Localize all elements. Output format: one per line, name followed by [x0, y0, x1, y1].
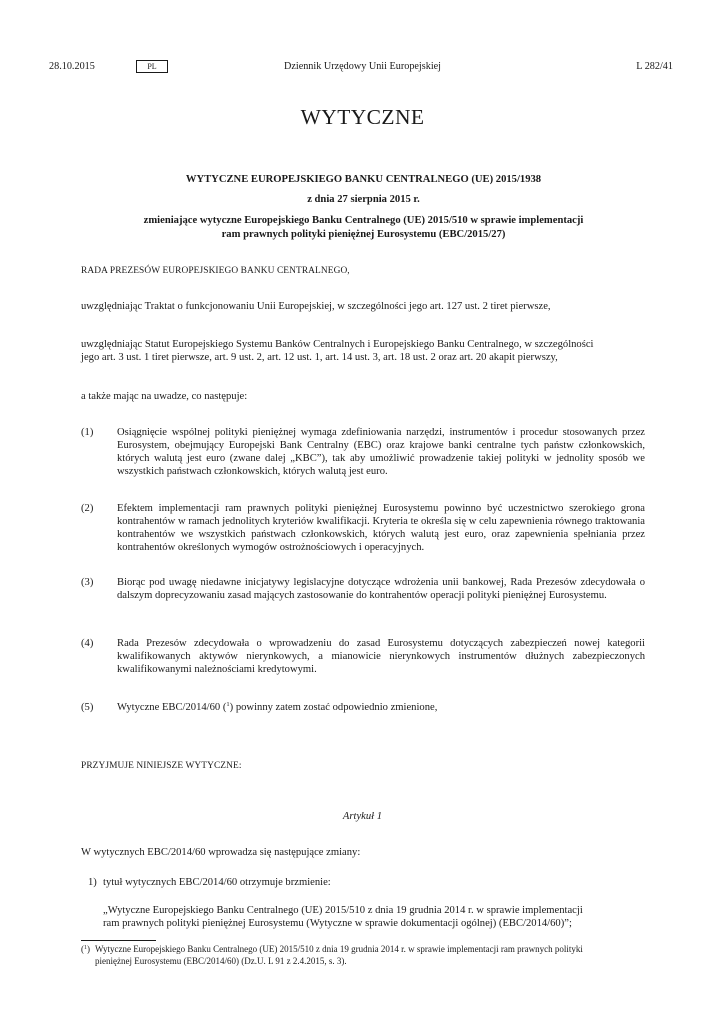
- recital-1-number: (1): [81, 427, 94, 438]
- recital-5-number: (5): [81, 702, 94, 713]
- enacting-formula: PRZYJMUJE NINIEJSZE WYTYCZNE:: [81, 761, 242, 771]
- footnote-text: [95, 944, 646, 967]
- document-subtitle-line2: ram prawnych polityki pieniężnej Eurosystemu (EBC/2015/27): [221, 229, 506, 240]
- point-1-text: tytuł wytycznych EBC/2014/60 otrzymuje brzmienie:: [103, 877, 331, 888]
- section-title: WYTYCZNE: [300, 105, 425, 129]
- citation-statute-line1: uwzględniając Statut Europejskiego Systemu Banków Centralnych i Europejskiego Banku Centralnego, w szczególności: [81, 339, 594, 350]
- article-intro: W wytycznych EBC/2014/60 wprowadza się następujące zmiany:: [81, 847, 361, 858]
- recital-2-number: (2): [81, 503, 94, 514]
- citation-statute-line2: jego art. 3 ust. 1 tiret pierwsze, art. 9 ust. 2, art. 12 ust. 1, art. 14 ust. 3, art. 18 ust. 2 oraz art. 20 akapit pierwszy,: [81, 352, 558, 363]
- recital-1-text: Osiągnięcie wspólnej polityki pieniężnej wymaga zdefiniowania narzędzi, instrumentów i procedur stosowanych przez Eurosystem, obejmujący Europejski Bank Centralny (EBC) oraz krajowe banki centralne tych państw członkowskich, których walutą jest euro (zwane dalej „KBC”), tak aby umożliwić prowadzenie takiej polityki w jednolity sposób we wszystkich państwach członkowskich, których walutą jest euro.: [117, 427, 645, 477]
- recital-5-text: Wytyczne EBC/2014/60 ($^1$) powinny zatem zostać odpowiednio zmienione,: [117, 701, 438, 713]
- whereas-intro: a także mając na uwadze, co następuje:: [81, 391, 248, 402]
- footnote-separator: [81, 940, 156, 941]
- quoted-title-line1: „Wytyczne Europejskiego Banku Centralnego (UE) 2015/510 z dnia 19 grudnia 2014 r. w sprawie implementacji: [103, 905, 583, 916]
- document-subtitle-line1: zmieniające wytyczne Europejskiego Banku Centralnego (UE) 2015/510 w sprawie implementacji: [143, 215, 584, 226]
- point-1-label: 1): [88, 877, 97, 888]
- issuing-authority: RADA PREZESÓW EUROPEJSKIEGO BANKU CENTRALNEGO,: [81, 266, 350, 276]
- recital-3-text: Biorąc pod uwagę niedawne inicjatywy legislacyjne dotyczące wdrożenia unii bankowej, Rada Prezesów zdecydowała o dalszym doprecyzowaniu zasad mających zastosowanie do kontrahentów operacji polityki pieniężnej Eurosystemu.: [117, 577, 645, 601]
- citation-treaty: uwzględniając Traktat o funkcjonowaniu Unii Europejskiej, w szczególności jego art. 127 ust. 2 tiret pierwsze,: [81, 301, 551, 312]
- journal-title: Dziennik Urzędowy Unii Europejskiej: [283, 61, 442, 72]
- header-date: 28.10.2015: [49, 61, 95, 72]
- footnote-number: ($^1$): [81, 944, 90, 954]
- footnote-reference[interactable]: 1: [226, 701, 230, 708]
- article-heading: Artykuł 1: [342, 811, 383, 822]
- recital-3-number: (3): [81, 577, 94, 588]
- quoted-title-line2: ram prawnych polityki pieniężnej Eurosystemu (Wytyczne w sprawie dokumentacji ogólnej) (EBC/2014/60)”;: [103, 918, 572, 929]
- footnote-line2: pieniężnej Eurosystemu (EBC/2014/60) (Dz.U. L 91 z 2.4.2015, s. 3).: [95, 955, 347, 966]
- document-date: z dnia 27 sierpnia 2015 r.: [307, 194, 420, 205]
- page-reference: L 282/41: [636, 61, 673, 72]
- document-title: WYTYCZNE EUROPEJSKIEGO BANKU CENTRALNEGO (UE) 2015/1938: [185, 174, 542, 185]
- language-badge: PL: [136, 60, 168, 73]
- recital-4-text: Rada Prezesów zdecydowała o wprowadzeniu do zasad Eurosystemu dotyczących zabezpieczeń nowej kategorii kwalifikowanych aktywów nierynkowych, a mianowicie nierynkowych instrumentów dłużnych zabezpieczonych kwalifikowanymi należnościami kredytowymi.: [117, 638, 645, 675]
- recital-4-number: (4): [81, 638, 94, 649]
- recital-2-text: Efektem implementacji ram prawnych polityki pieniężnej Eurosystemu powinno być uczestnictwo szerokiego grona kontrahentów w ramach jednolitych kryteriów kwalifikacji. Kryteria te określa się w celu zapewnienia równego traktowania kontrahentów we wszystkich państwach członkowskich, których walutą jest euro, oraz zapewnienia spełniania przez kontrahentów określonych wymogów ostrożnościowych i operacyjnych.: [117, 503, 645, 553]
- footnote-line1: Wytyczne Europejskiego Banku Centralnego (UE) 2015/510 z dnia 19 grudnia 2014 r. w sprawie implementacji ram prawnych polityki: [95, 944, 583, 954]
